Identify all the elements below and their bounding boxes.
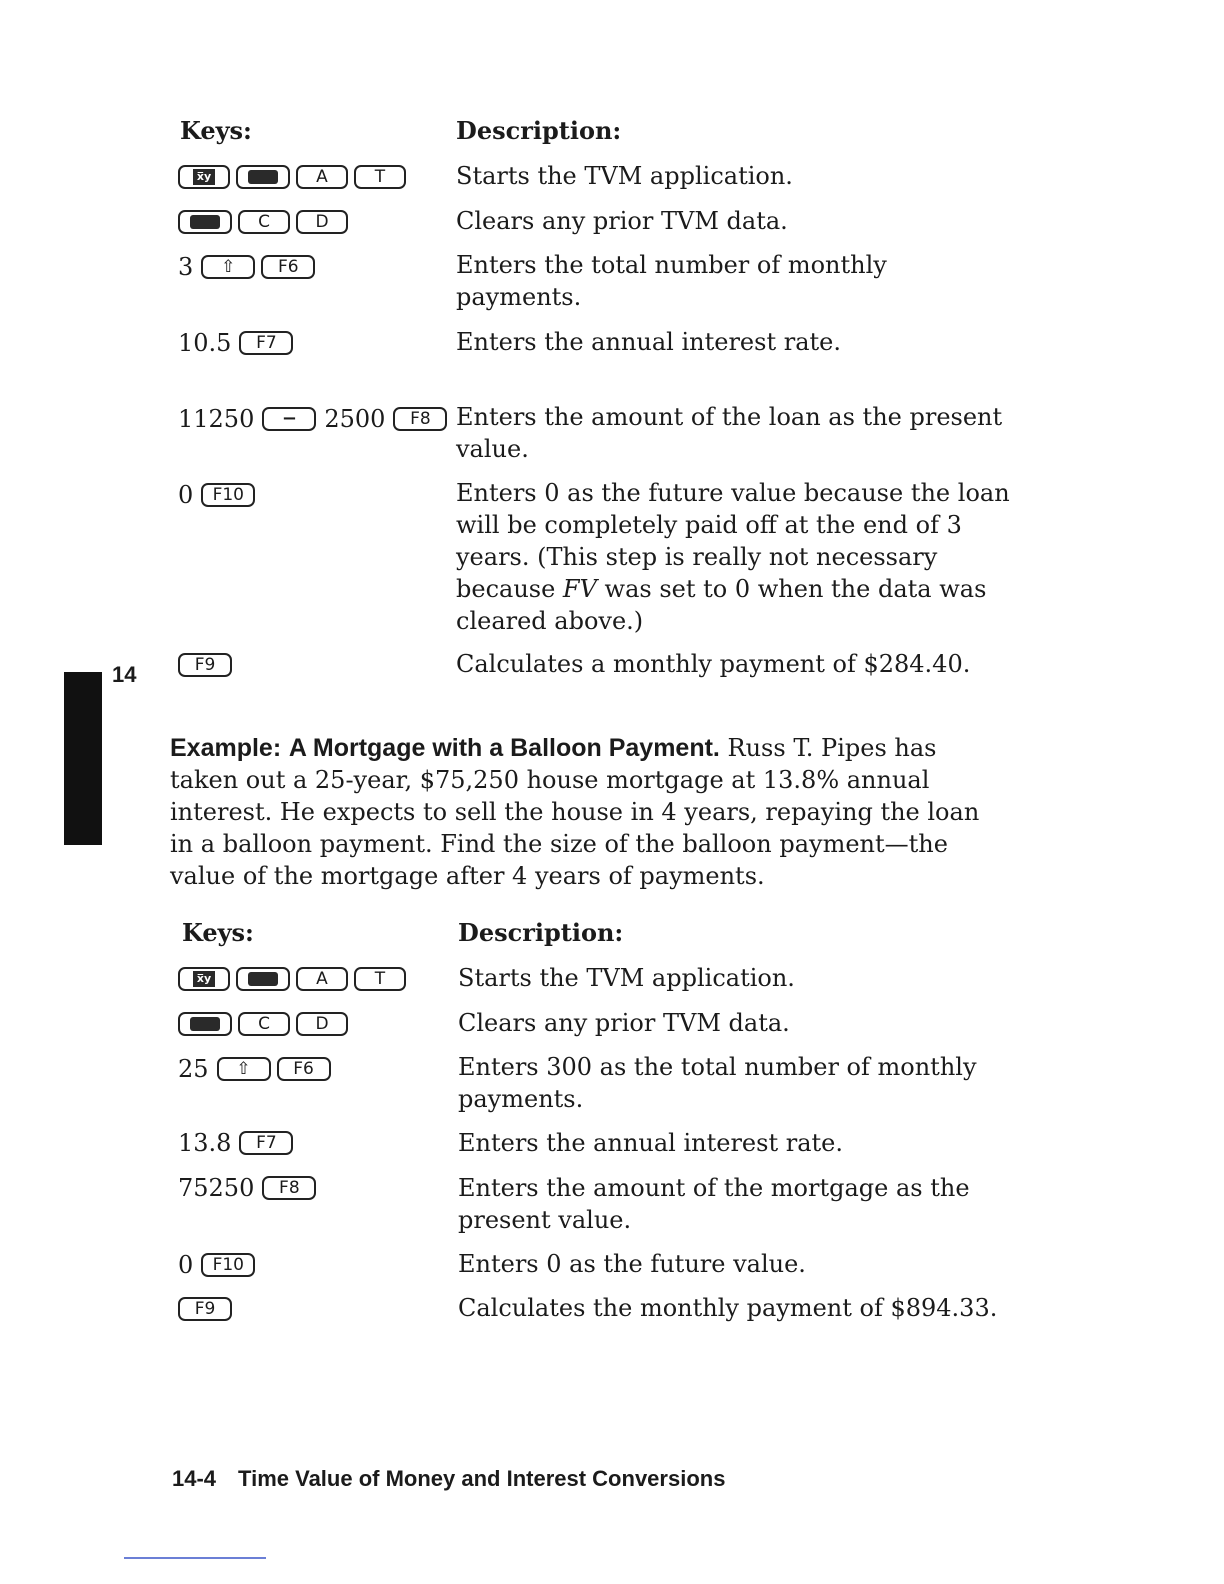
menu-key [178,210,232,234]
description-header: Description: [458,918,624,947]
key-f8: F8 [262,1176,316,1200]
desc-text: Enters 0 as the future value because the loan will be completely paid off at the end of 3 years. (This step is really not necessary because [456,479,1010,603]
key-c: C [238,210,290,234]
menu-key [236,967,290,991]
keystroke-row [178,404,453,434]
key-a: A [296,967,348,991]
keystroke-row [178,1054,337,1084]
example-label: Example: [170,734,282,762]
key-t: T [354,165,406,189]
step-description: Enters 0 as the future value. [458,1250,806,1278]
page-footer [172,1466,725,1492]
description-header: Description: [456,116,622,145]
example-title: A Mortgage with a Balloon Payment. [288,734,720,762]
step-description: Enters the amount of the loan as the present value. [456,403,1003,463]
minus-key [262,407,316,431]
step-description: Clears any prior TVM data. [458,1009,790,1037]
key-d: D [296,210,348,234]
solve-key [178,165,230,189]
entry-value: 0 [178,481,194,509]
keystroke-row [178,1009,354,1039]
solve-icon: x̅y [193,971,215,987]
keystroke-row [178,480,261,510]
key-f10: F10 [201,483,255,507]
entry-value: 11250 [178,405,255,433]
step-description: Starts the TVM application. [458,964,795,992]
entry-value: 0 [178,1251,194,1279]
keystroke-row [178,964,412,994]
shift-icon: ⇧ [221,256,236,277]
menu-icon [248,170,278,184]
entry-value: 75250 [178,1174,255,1202]
keystroke-row [178,328,299,358]
page-number: 14-4 [172,1466,217,1491]
step-description: Clears any prior TVM data. [456,207,788,235]
fv-variable: FV [562,575,597,603]
key-f6: F6 [277,1057,331,1081]
keystroke-row [178,162,412,192]
step-description [456,477,1016,637]
key-t: T [354,967,406,991]
shift-icon: ⇧ [236,1058,251,1079]
entry-value: 25 [178,1055,209,1083]
step-description: Enters the annual interest rate. [458,1129,843,1157]
entry-value: 10.5 [178,329,232,357]
keys-header: Keys: [182,918,254,947]
minus-icon: − [281,408,297,429]
keystroke-row [178,252,321,282]
keystroke-row [178,1173,322,1203]
menu-key [236,165,290,189]
entry-value: 3 [178,253,194,281]
key-f6: F6 [261,255,315,279]
keystroke-row [178,650,238,680]
example-body: Russ T. Pipes has taken out a 25-year, $75,250 house mortgage at 13.8% annual interest. He expects to sell the house in 4 years, repaying the loan in a balloon payment. Find the size of the balloon payment—the value of the mortgage after 4 years of payments. [170,734,980,890]
keystroke-row [178,207,354,237]
solve-icon: x̅y [193,169,215,185]
step-description: Calculates a monthly payment of $284.40. [456,650,971,678]
menu-key [178,1012,232,1036]
step-description: Enters the annual interest rate. [456,328,841,356]
key-f10: F10 [201,1253,255,1277]
example-paragraph [170,732,1010,892]
key-c: C [238,1012,290,1036]
decorative-rule [124,1557,266,1559]
key-f7: F7 [239,331,293,355]
solve-key [178,967,230,991]
key-d: D [296,1012,348,1036]
key-f9: F9 [178,653,232,677]
step-description: Enters the total number of monthly payments. [456,251,887,311]
key-f9: F9 [178,1297,232,1321]
chapter-number: 14 [112,662,137,687]
keystroke-row [178,1294,238,1324]
menu-icon [190,1017,220,1031]
step-description: Starts the TVM application. [456,162,793,190]
desc-text: was set to 0 when the data was cleared above.) [456,575,987,635]
step-description: Calculates the monthly payment of $894.33. [458,1294,998,1322]
shift-key [217,1057,271,1081]
keystroke-row [178,1250,261,1280]
menu-icon [190,215,220,229]
key-f8: F8 [393,407,447,431]
keys-header: Keys: [180,116,252,145]
menu-icon [248,972,278,986]
chapter-thumb-tab [64,672,102,845]
shift-key [201,255,255,279]
key-a: A [296,165,348,189]
step-description: Enters 300 as the total number of monthly payments. [458,1053,977,1113]
entry-value: 13.8 [178,1129,232,1157]
key-f7: F7 [239,1131,293,1155]
entry-value: 2500 [324,405,386,433]
footer-title: Time Value of Money and Interest Conversions [238,1466,726,1491]
step-description: Enters the amount of the mortgage as the present value. [458,1174,970,1234]
keystroke-row [178,1128,299,1158]
